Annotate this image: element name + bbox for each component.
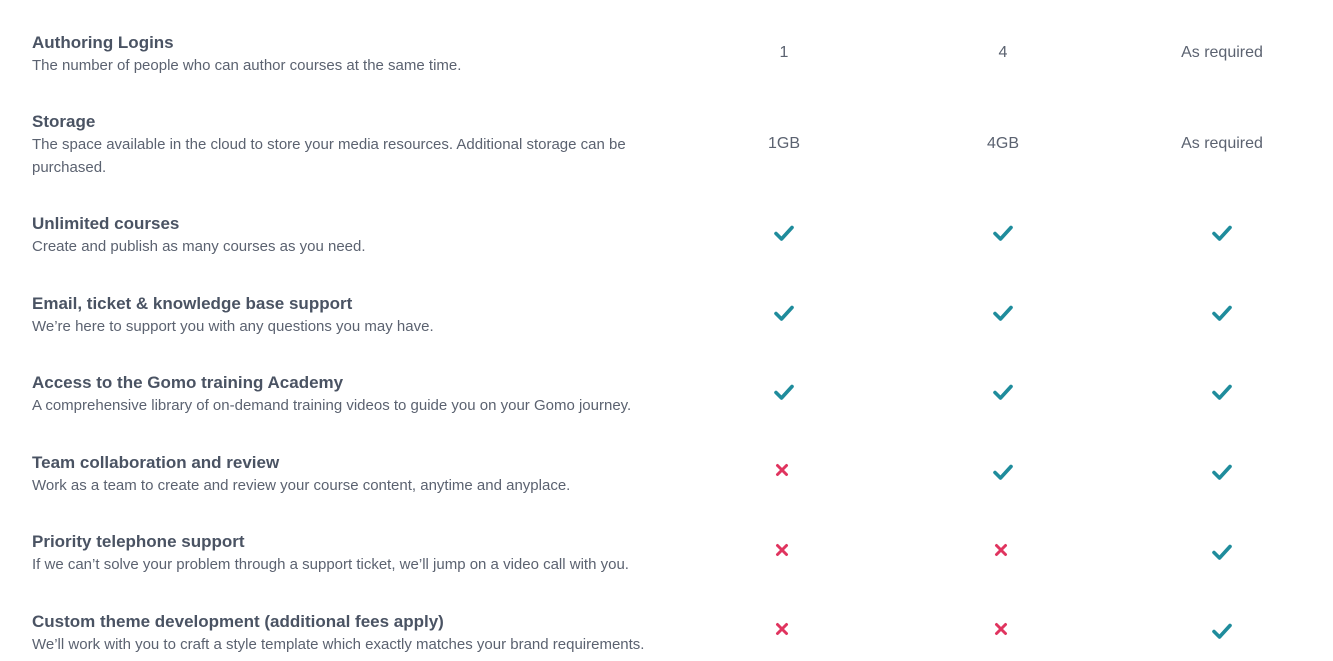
check-icon xyxy=(1142,302,1302,324)
feature-cell xyxy=(32,371,672,417)
check-icon xyxy=(1142,461,1302,483)
feature-title: Custom theme development (additional fees apply) xyxy=(32,612,444,631)
check-icon xyxy=(923,302,1083,324)
feature-description: Work as a team to create and review your course content, anytime and anyplace. xyxy=(32,477,571,494)
feature-cell xyxy=(32,212,672,258)
check-icon xyxy=(923,222,1083,244)
feature-title: Email, ticket & knowledge base support xyxy=(32,294,353,313)
feature-cell xyxy=(32,530,672,576)
feature-description: The space available in the cloud to store your media resources. Additional storage can be purchased. xyxy=(32,136,626,176)
feature-title: Access to the Gomo training Academy xyxy=(32,373,344,392)
plan-1-value: 1GB xyxy=(767,135,800,152)
cross-icon xyxy=(702,539,862,561)
check-icon xyxy=(1142,620,1302,642)
plan-2-value: 4 xyxy=(998,44,1008,61)
plan-2-value: 4GB xyxy=(986,135,1019,152)
feature-description: The number of people who can author courses at the same time. xyxy=(32,57,462,74)
feature-cell xyxy=(32,110,632,179)
feature-title: Team collaboration and review xyxy=(32,453,280,472)
feature-description: Create and publish as many courses as you need. xyxy=(32,238,366,255)
feature-description: A comprehensive library of on-demand training videos to guide you on your Gomo journey. xyxy=(32,397,632,414)
plan-3-value: As required xyxy=(1181,135,1263,152)
feature-description: We’ll work with you to craft a style template which exactly matches your brand requirements. xyxy=(32,636,645,653)
check-icon xyxy=(923,461,1083,483)
feature-title: Unlimited courses xyxy=(32,214,180,233)
check-icon xyxy=(1142,381,1302,403)
check-icon xyxy=(704,302,864,324)
feature-cell xyxy=(32,31,672,77)
feature-description: If we can’t solve your problem through a support ticket, we’ll jump on a video call with you. xyxy=(32,556,629,573)
feature-description: We’re here to support you with any questions you may have. xyxy=(32,318,434,335)
check-icon xyxy=(704,381,864,403)
feature-cell xyxy=(32,610,672,656)
plan-3-value: As required xyxy=(1181,44,1263,61)
check-icon xyxy=(923,381,1083,403)
feature-cell xyxy=(32,451,672,497)
cross-icon xyxy=(921,618,1081,640)
feature-title: Authoring Logins xyxy=(32,33,174,52)
cross-icon xyxy=(702,459,862,481)
check-icon xyxy=(1142,222,1302,244)
plan-1-value: 1 xyxy=(779,44,789,61)
feature-title: Storage xyxy=(32,112,96,131)
cross-icon xyxy=(702,618,862,640)
check-icon xyxy=(1142,541,1302,563)
cross-icon xyxy=(921,539,1081,561)
feature-cell xyxy=(32,292,672,338)
check-icon xyxy=(704,222,864,244)
feature-title: Priority telephone support xyxy=(32,532,245,551)
